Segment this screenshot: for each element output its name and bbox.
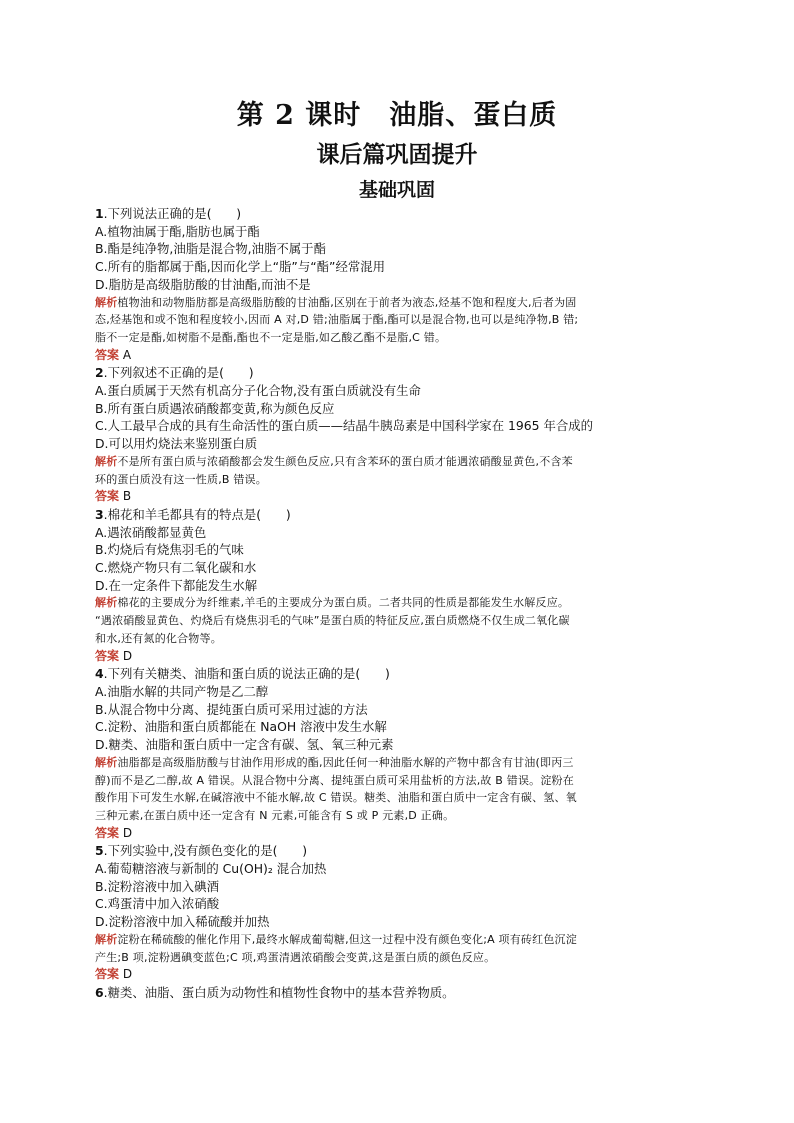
analysis-tag: 解析 bbox=[95, 596, 118, 610]
question-text: .下列叙述不正确的是( ) bbox=[103, 365, 254, 381]
analysis-text: 态,烃基饱和或不饱和程度较小,因而 A 对,D 错;油脂属于酯,酯可以是混合物,也可以是纯净物,B 错; bbox=[95, 313, 579, 327]
analysis-line bbox=[95, 471, 695, 489]
analysis-line bbox=[95, 949, 695, 967]
question-list bbox=[95, 205, 695, 1002]
option: A.蛋白质属于天然有机高分子化合物,没有蛋白质就没有生命 bbox=[95, 383, 421, 399]
question-text: .下列说法正确的是( ) bbox=[103, 206, 242, 221]
option: A.植物油属于酯,脂肪也属于酯 bbox=[95, 223, 260, 239]
option: A.遇浓硝酸都显黄色 bbox=[95, 524, 207, 540]
analysis-text: 和水,还有氮的化合物等。 bbox=[95, 631, 222, 645]
section-heading: 基础巩固 bbox=[358, 179, 435, 201]
answer-line bbox=[95, 347, 695, 365]
analysis-line bbox=[95, 807, 695, 825]
option: B.灼烧后有烧焦羽毛的气味 bbox=[95, 542, 244, 558]
analysis-line bbox=[95, 311, 695, 329]
answer-line bbox=[95, 488, 695, 506]
question-block bbox=[95, 506, 695, 665]
analysis-text: 不是所有蛋白质与浓硝酸都会发生颜色反应,只有含苯环的蛋白质才能遇浓硝酸显黄色,不含苯 bbox=[117, 454, 573, 468]
answer-value: D bbox=[122, 967, 133, 982]
analysis-text: 棉花的主要成分为纤维素,羊毛的主要成分为蛋白质。二者共同的性质是都能发生水解反应。 bbox=[117, 596, 570, 610]
question-number: 2 bbox=[95, 365, 104, 381]
answer-line bbox=[95, 648, 695, 666]
analysis-tag: 解析 bbox=[95, 454, 118, 468]
answer-value: A bbox=[122, 347, 132, 362]
answer-value: D bbox=[122, 648, 133, 663]
question-block bbox=[95, 205, 695, 364]
option: C.鸡蛋清中加入浓硝酸 bbox=[95, 896, 220, 912]
analysis-text: 酸作用下可发生水解,在碱溶液中不能水解,故 C 错误。糖类、油脂和蛋白质中一定含有碳、氢、氧 bbox=[95, 791, 577, 805]
option: A.油脂水解的共同产物是乙二醇 bbox=[95, 683, 269, 699]
analysis-text: 三种元素,在蛋白质中还一定含有 N 元素,可能含有 S 或 P 元素,D 正确。 bbox=[95, 808, 455, 822]
lesson-subtitle: 课后篇巩固提升 bbox=[316, 141, 478, 168]
option: B.淀粉溶液中加入碘酒 bbox=[95, 878, 219, 894]
analysis-text: 植物油和动物脂肪都是高级脂肪酸的甘油酯,区别在于前者为液态,烃基不饱和程度大,后者为固 bbox=[117, 295, 577, 309]
analysis-text: 环的蛋白质没有这一性质,B 错误。 bbox=[95, 472, 267, 486]
answer-tag: 答案 bbox=[95, 347, 120, 362]
analysis-text: “遇浓硝酸显黄色、灼烧后有烧焦羽毛的气味”是蛋白质的特征反应,蛋白质燃烧不仅生成二氧化碳 bbox=[95, 614, 570, 628]
question-stem bbox=[95, 205, 695, 223]
option: A.葡萄糖溶液与新制的 Cu(OH)₂ 混合加热 bbox=[95, 861, 327, 877]
analysis-line bbox=[95, 453, 695, 471]
question-block bbox=[95, 842, 695, 984]
question-text: .糖类、油脂、蛋白质为动物性和植物性食物中的基本营养物质。 bbox=[103, 984, 455, 1000]
analysis-text: 脂不一定是酯,如树脂不是酯,酯也不一定是脂,如乙酸乙酯不是脂,C 错。 bbox=[95, 330, 447, 344]
option: C.燃烧产物只有二氧化碳和水 bbox=[95, 560, 257, 576]
question-number: 6 bbox=[95, 984, 104, 1000]
answer-line bbox=[95, 966, 695, 984]
answer-value: D bbox=[122, 825, 133, 840]
answer-tag: 答案 bbox=[95, 967, 120, 982]
option: C.人工最早合成的具有生命活性的蛋白质——结晶牛胰岛素是中国科学家在 1965 年合成的 bbox=[95, 418, 594, 434]
answer-tag: 答案 bbox=[95, 489, 120, 504]
lesson-title: 第 2 课时 油脂、蛋白质 bbox=[236, 100, 558, 131]
option: D.可以用灼烧法来鉴别蛋白质 bbox=[95, 436, 258, 452]
question-stem bbox=[95, 364, 695, 382]
option: D.在一定条件下都能发生水解 bbox=[95, 577, 258, 593]
answer-value: B bbox=[122, 489, 132, 504]
analysis-line bbox=[95, 789, 695, 807]
question-stem bbox=[95, 984, 695, 1002]
answer-tag: 答案 bbox=[95, 825, 120, 840]
analysis-line bbox=[95, 329, 695, 347]
question-block bbox=[95, 665, 695, 842]
question-number: 1 bbox=[95, 206, 104, 221]
analysis-line bbox=[95, 754, 695, 772]
question-stem bbox=[95, 842, 695, 860]
option: B.酯是纯净物,油脂是混合物,油脂不属于酯 bbox=[95, 241, 326, 257]
analysis-line bbox=[95, 931, 695, 949]
analysis-line bbox=[95, 612, 695, 630]
option: C.所有的脂都属于酯,因而化学上“脂”与“酯”经常混用 bbox=[95, 259, 386, 275]
question-text: .下列有关糖类、油脂和蛋白质的说法正确的是( ) bbox=[103, 666, 390, 682]
analysis-text: 产生;B 项,淀粉遇碘变蓝色;C 项,鸡蛋清遇浓硝酸会变黄,这是蛋白质的颜色反应。 bbox=[95, 950, 496, 964]
question-number: 3 bbox=[95, 506, 104, 522]
question-text: .下列实验中,没有颜色变化的是( ) bbox=[103, 843, 308, 859]
analysis-tag: 解析 bbox=[95, 932, 118, 946]
option: C.淀粉、油脂和蛋白质都能在 NaOH 溶液中发生水解 bbox=[95, 719, 387, 735]
analysis-line bbox=[95, 772, 695, 790]
question-number: 4 bbox=[95, 666, 104, 682]
analysis-line bbox=[95, 294, 695, 312]
option: D.脂肪是高级脂肪酸的甘油酯,而油不是 bbox=[95, 276, 311, 292]
analysis-text: 醇)而不是乙二醇,故 A 错误。从混合物中分离、提纯蛋白质可采用盐析的方法,故 B 错误。淀粉在 bbox=[95, 773, 574, 787]
option: B.所有蛋白质遇浓硝酸都变黄,称为颜色反应 bbox=[95, 400, 335, 416]
analysis-tag: 解析 bbox=[95, 295, 118, 309]
analysis-text: 淀粉在稀硫酸的催化作用下,最终水解成葡萄糖,但这一过程中没有颜色变化;A 项有砖红色沉淀 bbox=[117, 932, 577, 946]
question-text: .棉花和羊毛都具有的特点是( ) bbox=[103, 506, 291, 522]
question-stem bbox=[95, 665, 695, 683]
question-stem bbox=[95, 506, 695, 524]
question-block bbox=[95, 364, 695, 506]
option: D.淀粉溶液中加入稀硫酸并加热 bbox=[95, 914, 270, 930]
question-number: 5 bbox=[95, 843, 104, 859]
analysis-line bbox=[95, 630, 695, 648]
option: D.糖类、油脂和蛋白质中一定含有碳、氢、氧三种元素 bbox=[95, 737, 394, 753]
analysis-line bbox=[95, 594, 695, 612]
answer-tag: 答案 bbox=[95, 648, 120, 663]
analysis-text: 油脂都是高级脂肪酸与甘油作用形成的酯,因此任何一种油脂水解的产物中都含有甘油(即丙三 bbox=[117, 755, 574, 769]
analysis-tag: 解析 bbox=[95, 755, 118, 769]
option: B.从混合物中分离、提纯蛋白质可采用过滤的方法 bbox=[95, 701, 368, 717]
answer-line bbox=[95, 825, 695, 843]
